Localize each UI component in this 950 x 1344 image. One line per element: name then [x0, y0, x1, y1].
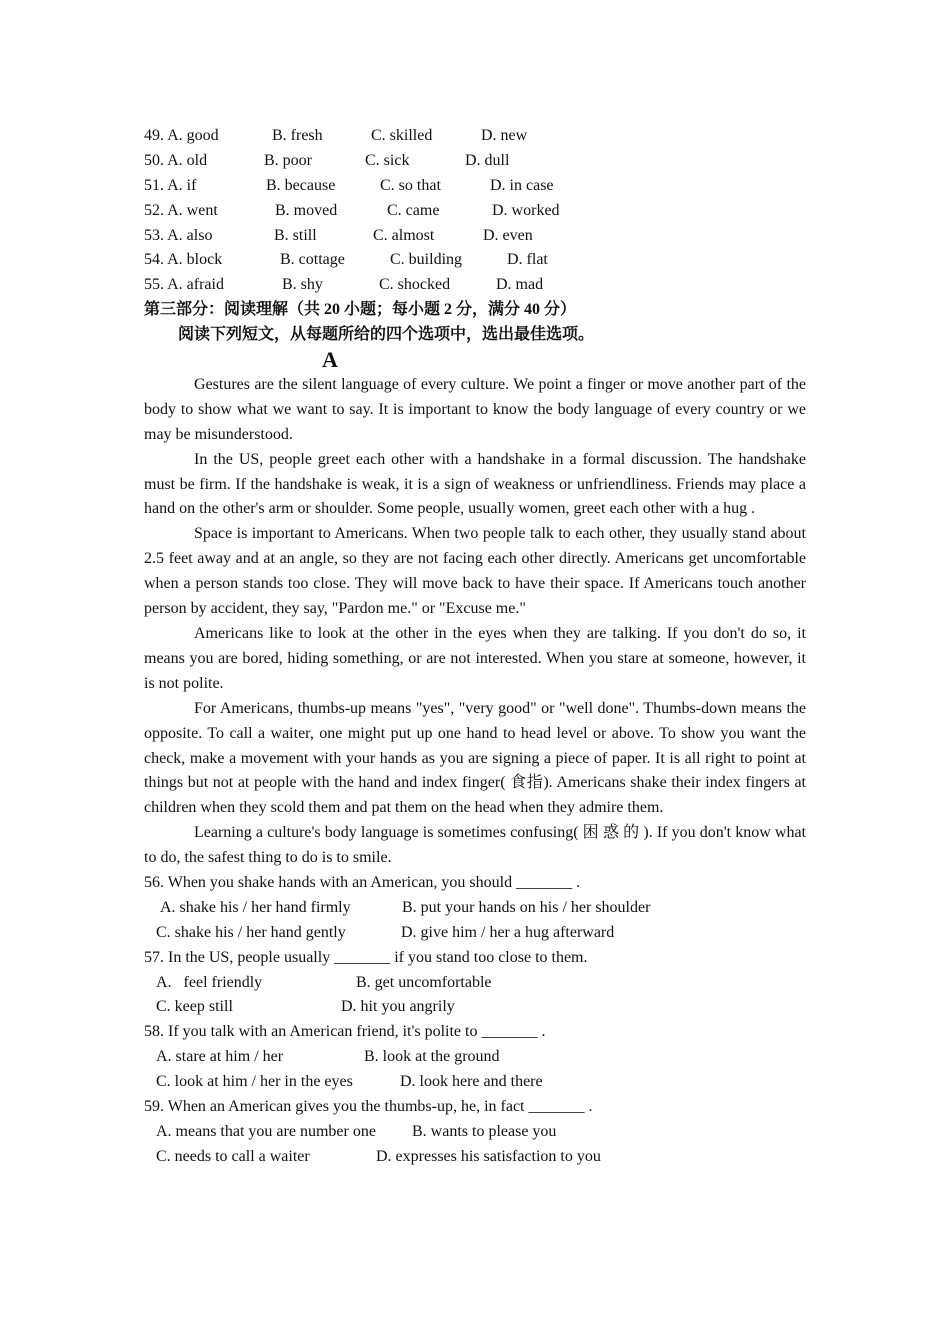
question-59-options-ab	[144, 1120, 806, 1145]
option-d: D. new	[481, 127, 528, 144]
option-c: C. needs to call a waiter	[156, 1147, 310, 1165]
option-c: C. almost	[373, 226, 435, 244]
question-56-options-cd	[144, 921, 806, 946]
option-a: 50. A. old	[144, 151, 208, 169]
option-a: 52. A. went	[144, 201, 218, 219]
option-b: B. get uncomfortable	[356, 973, 492, 991]
cloze-row-54	[144, 248, 806, 273]
option-d: D. worked	[492, 201, 560, 219]
option-c: C. look at him / her in the eyes	[156, 1073, 353, 1091]
paragraph: Americans like to look at the other in the eyes when they are talking. If you don't do so, it means you are bored, hiding something, or are not interested. When you stare at someone, however, it is not polite.	[144, 624, 806, 692]
option-b: B. because	[266, 176, 336, 194]
option-b: B. poor	[264, 151, 312, 169]
passage	[144, 373, 806, 871]
paragraph: Gestures are the silent language of every culture. We point a finger or move another part of the body to show what we want to say. It is important to know the body language of every country or we may be misunderstood.	[144, 375, 806, 443]
passage-label: A	[322, 347, 338, 373]
cloze-row-49	[144, 124, 806, 149]
option-c: C. skilled	[371, 127, 433, 144]
section-title: 第三部分：阅读理解（共 20 小题；每小题 2 分，满分 40 分）	[144, 301, 577, 319]
option-b: B. cottage	[280, 251, 345, 269]
cloze-row-52	[144, 199, 806, 224]
cloze-row-55	[144, 273, 806, 298]
paragraph: In the US, people greet each other with a handshake in a formal discussion. The handshake must be firm. If the handshake is weak, it is a sign of weakness or unfriendliness. Friends may place a hand on the other's arm or shoulder. Some people, usually women, greet each other with a hug .	[144, 450, 806, 518]
question-59-options-cd	[144, 1145, 806, 1170]
option-d: D. dull	[465, 151, 510, 169]
option-d: D. hit you angrily	[341, 998, 455, 1016]
option-a: A. feel friendly	[156, 973, 263, 991]
option-c: C. so that	[380, 176, 441, 194]
question-56-stem: 56. When you shake hands with an American, you should _______ .	[144, 874, 581, 892]
option-a: 55. A. afraid	[144, 276, 224, 294]
option-a: 49. A. good	[144, 127, 219, 144]
option-c: C. shake his / her hand gently	[156, 923, 346, 941]
option-c: C. came	[387, 201, 440, 219]
option-b: B. shy	[282, 276, 323, 294]
option-b: B. fresh	[272, 127, 323, 144]
question-57-stem: 57. In the US, people usually _______ if you stand too close to them.	[144, 948, 588, 966]
option-a: 53. A. also	[144, 226, 213, 244]
question-57-options-ab	[144, 971, 806, 996]
question-57-options-cd	[144, 995, 806, 1020]
exam-page	[144, 124, 806, 1170]
option-d: D. give him / her a hug afterward	[401, 923, 615, 941]
option-b: B. still	[274, 226, 317, 244]
option-b: B. look at the ground	[364, 1048, 500, 1066]
question-56-options-ab	[144, 896, 806, 921]
option-c: C. sick	[365, 151, 410, 169]
option-a: A. shake his / her hand firmly	[160, 898, 351, 916]
paragraph: For Americans, thumbs-up means "yes", "very good" or "well done". Thumbs-down means the opposite. To call a waiter, one might put up one hand to head level or above. To show you want the check, make a movement with your hands as you are signing a piece of paper. It is all right to point at things but not at people with the hand and index finger( 食指). Americans shake their index fingers at children when they scold them and pat them on the head when they admire them.	[144, 699, 806, 817]
option-c: C. keep still	[156, 998, 233, 1016]
cloze-row-50	[144, 149, 806, 174]
option-c: C. shocked	[379, 276, 451, 294]
option-b: B. put your hands on his / her shoulder	[402, 898, 651, 916]
cloze-row-53	[144, 224, 806, 249]
option-a: A. means that you are number one	[156, 1122, 376, 1140]
question-58-options-cd	[144, 1070, 806, 1095]
cloze-options	[144, 124, 806, 298]
paragraph: Learning a culture's body language is sometimes confusing( 困 惑 的 ). If you don't know what to do, the safest thing to do is to smile.	[144, 824, 806, 867]
option-a: A. stare at him / her	[156, 1048, 284, 1066]
option-d: D. even	[483, 226, 533, 244]
cloze-row-51	[144, 174, 806, 199]
option-d: D. mad	[496, 276, 544, 294]
question-58-stem: 58. If you talk with an American friend, it's polite to _______ .	[144, 1023, 546, 1041]
option-b: B. wants to please you	[412, 1122, 557, 1140]
option-d: D. flat	[507, 251, 548, 269]
option-c: C. building	[390, 251, 463, 269]
option-d: D. look here and there	[400, 1073, 543, 1091]
option-d: D. in case	[490, 176, 554, 194]
paragraph: Space is important to Americans. When two people talk to each other, they usually stand about 2.5 feet away and at an angle, so they are not facing each other directly. Americans get uncomfortable when a person stands too close. They will move back to have their space. If Americans touch another person by accident, they say, "Pardon me." or "Excuse me."	[144, 525, 806, 618]
option-a: 54. A. block	[144, 251, 223, 269]
question-59-stem: 59. When an American gives you the thumbs-up, he, in fact _______ .	[144, 1098, 593, 1116]
questions	[144, 871, 806, 1170]
option-d: D. expresses his satisfaction to you	[376, 1147, 601, 1165]
option-a: 51. A. if	[144, 176, 197, 194]
question-58-options-ab	[144, 1045, 806, 1070]
option-b: B. moved	[275, 201, 338, 219]
section-instruction: 阅读下列短文，从每题所给的四个选项中，选出最佳选项。	[178, 326, 595, 344]
